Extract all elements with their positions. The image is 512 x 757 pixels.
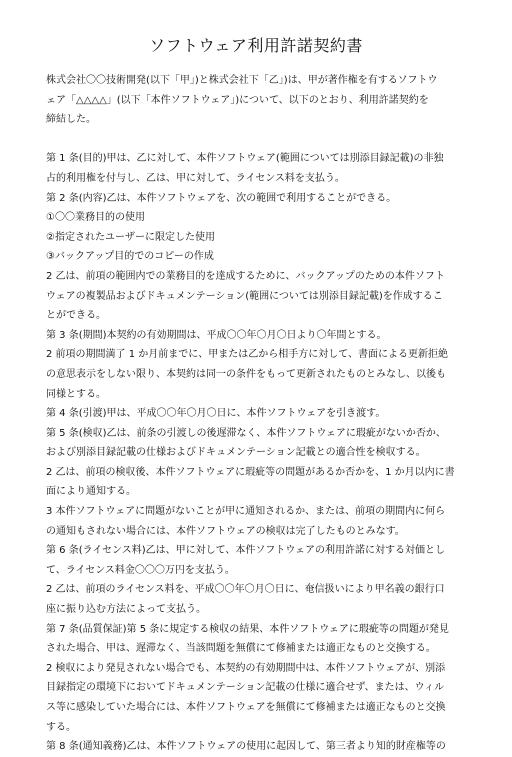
preamble-line: ェア「△△△△」(以下「本件ソフトウェア」)について、以下のとおり、利用許諾契約を — [46, 94, 429, 106]
article-line: 同様とする。 — [46, 388, 106, 400]
preamble-line: 株式会社〇〇技術開発(以下「甲」)と株式会社下「乙」)は、甲が著作権を有するソフトウ — [46, 75, 438, 86]
article-line: された場合、甲は、遅滞なく、当該問題を無償にて修補または適正なものと交換する。 — [46, 643, 436, 655]
article-line: ②指定されたユーザーに限定した使用 — [46, 231, 215, 243]
article-line: 第 2 条(内容)乙は、本件ソフトウェアを、次の範囲で利用することができる。 — [46, 192, 397, 204]
article-line: ウェアの複製品およびドキュメンテーション(範囲については別添目録記載)を作成するこ — [46, 290, 443, 302]
document-body — [46, 71, 466, 757]
article-line: 2 乙は、前項の範囲内での業務目的を達成するために、バックアップのための本件ソフト — [46, 270, 445, 282]
article-line: て、ライセンス料金〇〇〇万円を支払う。 — [46, 564, 235, 576]
article-line: 面により通知する。 — [46, 486, 136, 498]
paragraph-gap — [46, 130, 466, 150]
articles — [46, 149, 466, 756]
article-line: 2 検収により発見されない場合でも、本契約の有効期間中は、本件ソフトウェアが、別添 — [46, 662, 446, 674]
article-line: 第 4 条(引渡)甲は、平成〇〇年〇月〇日に、本件ソフトウェアを引き渡す。 — [46, 408, 386, 420]
article-line: 第 7 条(品質保証)第 5 条に規定する検収の結果、本件ソフトウェアに瑕疵等の問題が発見 — [46, 623, 449, 635]
article-line: する。 — [46, 721, 76, 733]
article-line: ①〇〇業務目的の使用 — [46, 212, 145, 224]
article-line: とができる。 — [46, 310, 106, 322]
article-line: 第 5 条(検収)乙は、前条の引渡しの後遅滞なく、本件ソフトウェアに瑕疵がないか否か、 — [46, 427, 446, 439]
article-line: 第 1 条(目的)甲は、乙に対して、本件ソフトウェア(範囲については別添目録記載)の非独 — [46, 153, 444, 165]
article-line: 第 8 条(通知義務)乙は、本件ソフトウェアの使用に起因して、第三者より知的財産権等の — [46, 741, 446, 753]
article-line: 第 6 条(ライセンス料)乙は、甲に対して、本件ソフトウェアの利用許諾に対する対価とし — [46, 545, 446, 557]
article-line: 目録指定の環境下においてドキュメンテーション記載の仕様に適合せず、または、ウィル — [46, 682, 444, 694]
article-line: 3 本件ソフトウェアに問題がないことが甲に通知されるか、または、前項の期間内に何ら — [46, 506, 446, 518]
article-line: の意思表示をしない限り、本契約は同一の条件をもって更新されたものとみなし、以後も — [46, 368, 446, 380]
article-line: ス等に感染していた場合には、本件ソフトウェアを無償にて修補または適正なものと交換 — [46, 702, 446, 713]
article-line: 2 前項の期間満了 1 か月前までに、甲または乙から相手方に対して、書面による更新拒絶 — [46, 349, 449, 361]
article-line: の通知もされない場合には、本件ソフトウェアの検収は完了したものとみなす。 — [46, 525, 405, 537]
article-line: および別添目録記載の仕様およびドキュメンテーション記載との適合性を検収する。 — [46, 447, 426, 459]
article-line: ③バックアップ目的でのコピーの作成 — [46, 251, 214, 263]
article-line: 2 乙は、前項のライセンス料を、平成〇〇年〇月〇日に、奄信扱いにより甲名義の銀行口 — [46, 584, 445, 596]
document-title: ソフトウェア利用許諾契約書 — [149, 36, 363, 55]
article-line: 占的利用権を付与し、乙は、甲に対して、ライセンス料を支払う。 — [46, 172, 345, 184]
article-line: 座に振り込む方法によって支払う。 — [46, 604, 206, 616]
article-line: 第 3 条(期間)本契約の有効期間は、平成〇〇年〇月〇日より〇年間とする。 — [46, 329, 387, 341]
article-line: 2 乙は、前項の検収後、本件ソフトウェアに瑕疵等の問題があるか否かを、1 か月以内に書 — [46, 466, 455, 478]
preamble-line: 締結した。 — [46, 114, 96, 126]
